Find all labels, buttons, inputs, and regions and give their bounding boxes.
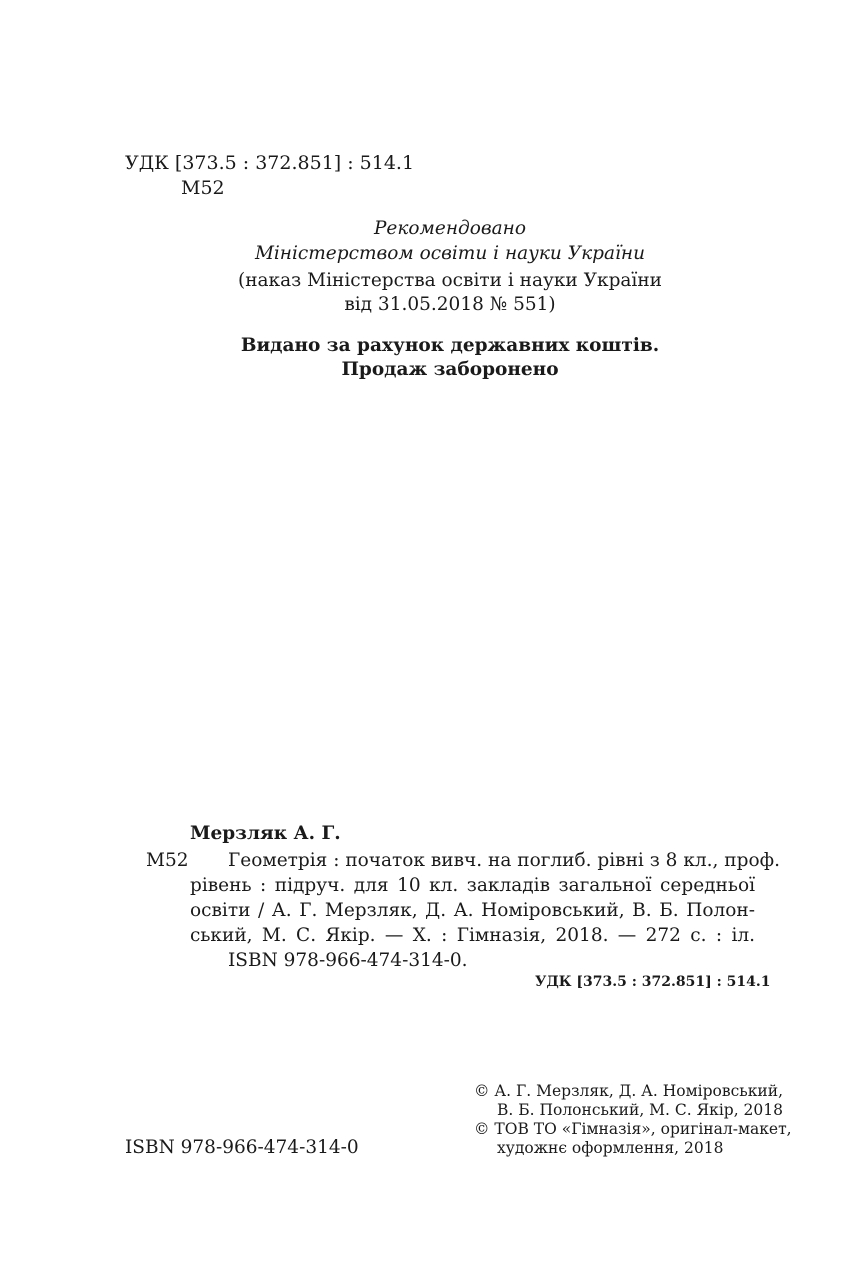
copyright-line-2: В. Б. Полонський, М. С. Якір, 2018 [497,1101,783,1119]
recommendation-line-2: Міністерством освіти і науки України [254,243,646,264]
bib-description-line-2: рівень : підруч. для 10 кл. закладів загальної середньої [190,875,755,896]
order-line-1: (наказ Міністерства освіти і науки України [237,270,663,291]
order-line-2: від 31.05.2018 № 551) [344,294,556,315]
bib-author: Мерзляк А. Г. [190,823,341,844]
bib-description-line-3: освіти / А. Г. Мерзляк, Д. А. Номіровський, В. Б. Полон- [190,900,755,921]
udk-code-top: УДК [373.5 : 372.851] : 514.1 [125,152,415,174]
bib-isbn: ISBN 978-966-474-314-0. [228,950,468,971]
footer-isbn: ISBN 978-966-474-314-0 [125,1137,359,1158]
bib-description-line-1: Геометрія : початок вивч. на поглиб. рівні з 8 кл., проф. [228,850,780,871]
copyright-line-4: художнє оформлення, 2018 [497,1139,724,1157]
author-mark-top: М52 [181,177,225,199]
copyright-line-1: © А. Г. Мерзляк, Д. А. Номіровський, [474,1082,784,1100]
bib-author-mark: М52 [146,850,189,871]
copyright-line-3: © ТОВ ТО «Гімназія», оригінал-макет, [474,1120,792,1138]
bib-udk-code: УДК [373.5 : 372.851] : 514.1 [535,974,771,990]
funding-notice: Видано за рахунок державних коштів. [240,335,660,356]
sale-prohibited-notice: Продаж заборонено [341,359,559,380]
recommendation-line-1: Рекомендовано [373,218,527,239]
bib-description-line-4: ський, М. С. Якір. — Х. : Гімназія, 2018. — 272 с. : іл. [190,925,755,946]
